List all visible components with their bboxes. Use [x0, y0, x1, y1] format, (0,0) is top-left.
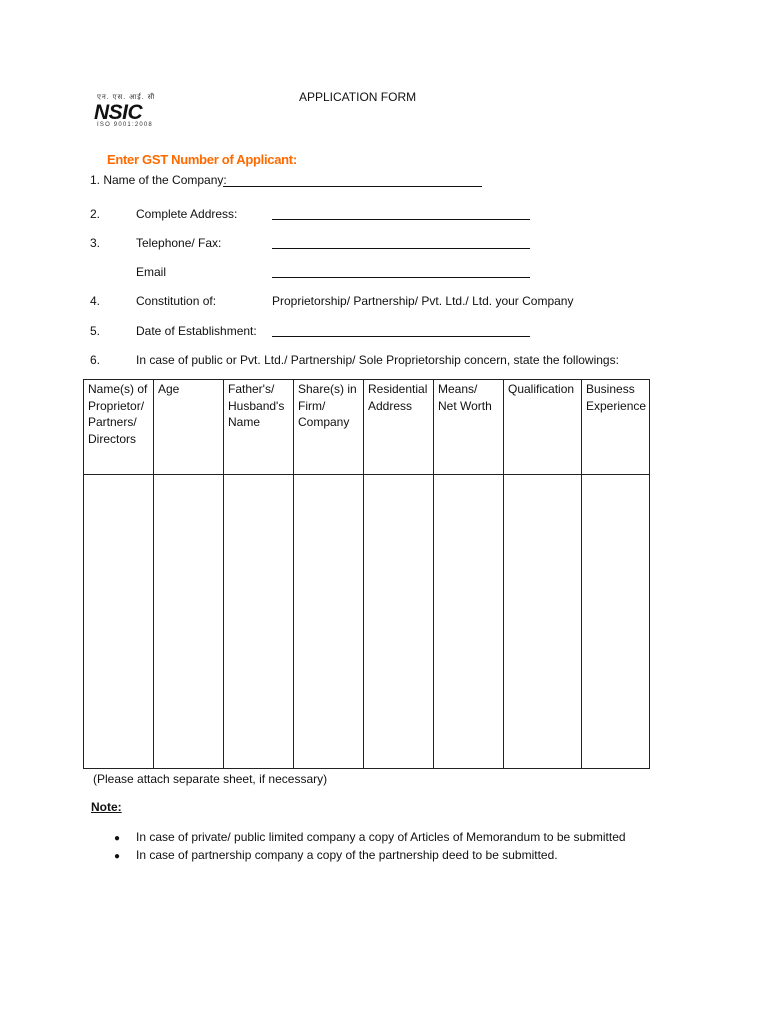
- bullet-icon: ●: [114, 833, 121, 844]
- cell-shares[interactable]: [294, 475, 364, 769]
- header-father-husband-name: Father's/ Husband's Name: [224, 380, 294, 475]
- telephone-field[interactable]: [272, 248, 530, 249]
- cell-residential-address[interactable]: [364, 475, 434, 769]
- note-bullet-2: In case of partnership company a copy of the partnership deed to be submitted.: [136, 848, 558, 862]
- constitution-label: Constitution of:: [136, 294, 217, 308]
- logo-name: NSIC: [94, 101, 143, 124]
- note-bullet-1: In case of private/ public limited company a copy of Articles of Memorandum to be submitted: [136, 830, 626, 844]
- cell-names[interactable]: [84, 475, 154, 769]
- address-field[interactable]: [272, 219, 530, 220]
- establishment-number: 5.: [90, 324, 101, 338]
- constitution-value: Proprietorship/ Partnership/ Pvt. Ltd./ Ltd. your Company: [272, 294, 574, 308]
- logo-certification: ISO 9001:2008: [97, 122, 153, 128]
- email-field[interactable]: [272, 277, 530, 278]
- header-shares: Share(s) in Firm/ Company: [294, 380, 364, 475]
- header-residential-address: Residential Address: [364, 380, 434, 475]
- header-business-experience: Business Experience: [582, 380, 650, 475]
- establishment-label: Date of Establishment:: [136, 324, 257, 338]
- note-heading: Note:: [91, 800, 122, 814]
- header-net-worth: Means/ Net Worth: [434, 380, 504, 475]
- constitution-number: 4.: [90, 294, 101, 308]
- bullet-icon: ●: [114, 851, 121, 862]
- cell-father-husband-name[interactable]: [224, 475, 294, 769]
- telephone-number: 3.: [90, 236, 101, 250]
- cell-age[interactable]: [154, 475, 224, 769]
- header-age: Age: [154, 380, 224, 475]
- header-names: Name(s) of Proprietor/ Partners/ Directors: [84, 380, 154, 475]
- telephone-label: Telephone/ Fax:: [136, 236, 222, 250]
- logo-hindi-text: एन. एस. आई. सी: [97, 94, 156, 101]
- address-label: Complete Address:: [136, 207, 238, 221]
- header-qualification: Qualification: [504, 380, 582, 475]
- address-number: 2.: [90, 207, 101, 221]
- public-case-label: In case of public or Pvt. Ltd./ Partnership/ Sole Proprietorship concern, state the followings:: [136, 353, 619, 367]
- company-name-label: 1. Name of the Company:: [90, 173, 227, 187]
- company-name-field[interactable]: [223, 186, 482, 187]
- table-header-row: [84, 380, 650, 475]
- cell-qualification[interactable]: [504, 475, 582, 769]
- cell-business-experience[interactable]: [582, 475, 650, 769]
- page-title: APPLICATION FORM: [299, 90, 417, 104]
- table-row: [84, 475, 650, 769]
- attach-note: (Please attach separate sheet, if necessary): [93, 772, 328, 786]
- nsic-logo: [94, 93, 176, 131]
- gst-prompt: Enter GST Number of Applicant:: [107, 152, 297, 167]
- email-label: Email: [136, 265, 167, 279]
- establishment-field[interactable]: [272, 336, 530, 337]
- cell-net-worth[interactable]: [434, 475, 504, 769]
- public-case-number: 6.: [90, 353, 101, 367]
- partners-table: [83, 379, 650, 769]
